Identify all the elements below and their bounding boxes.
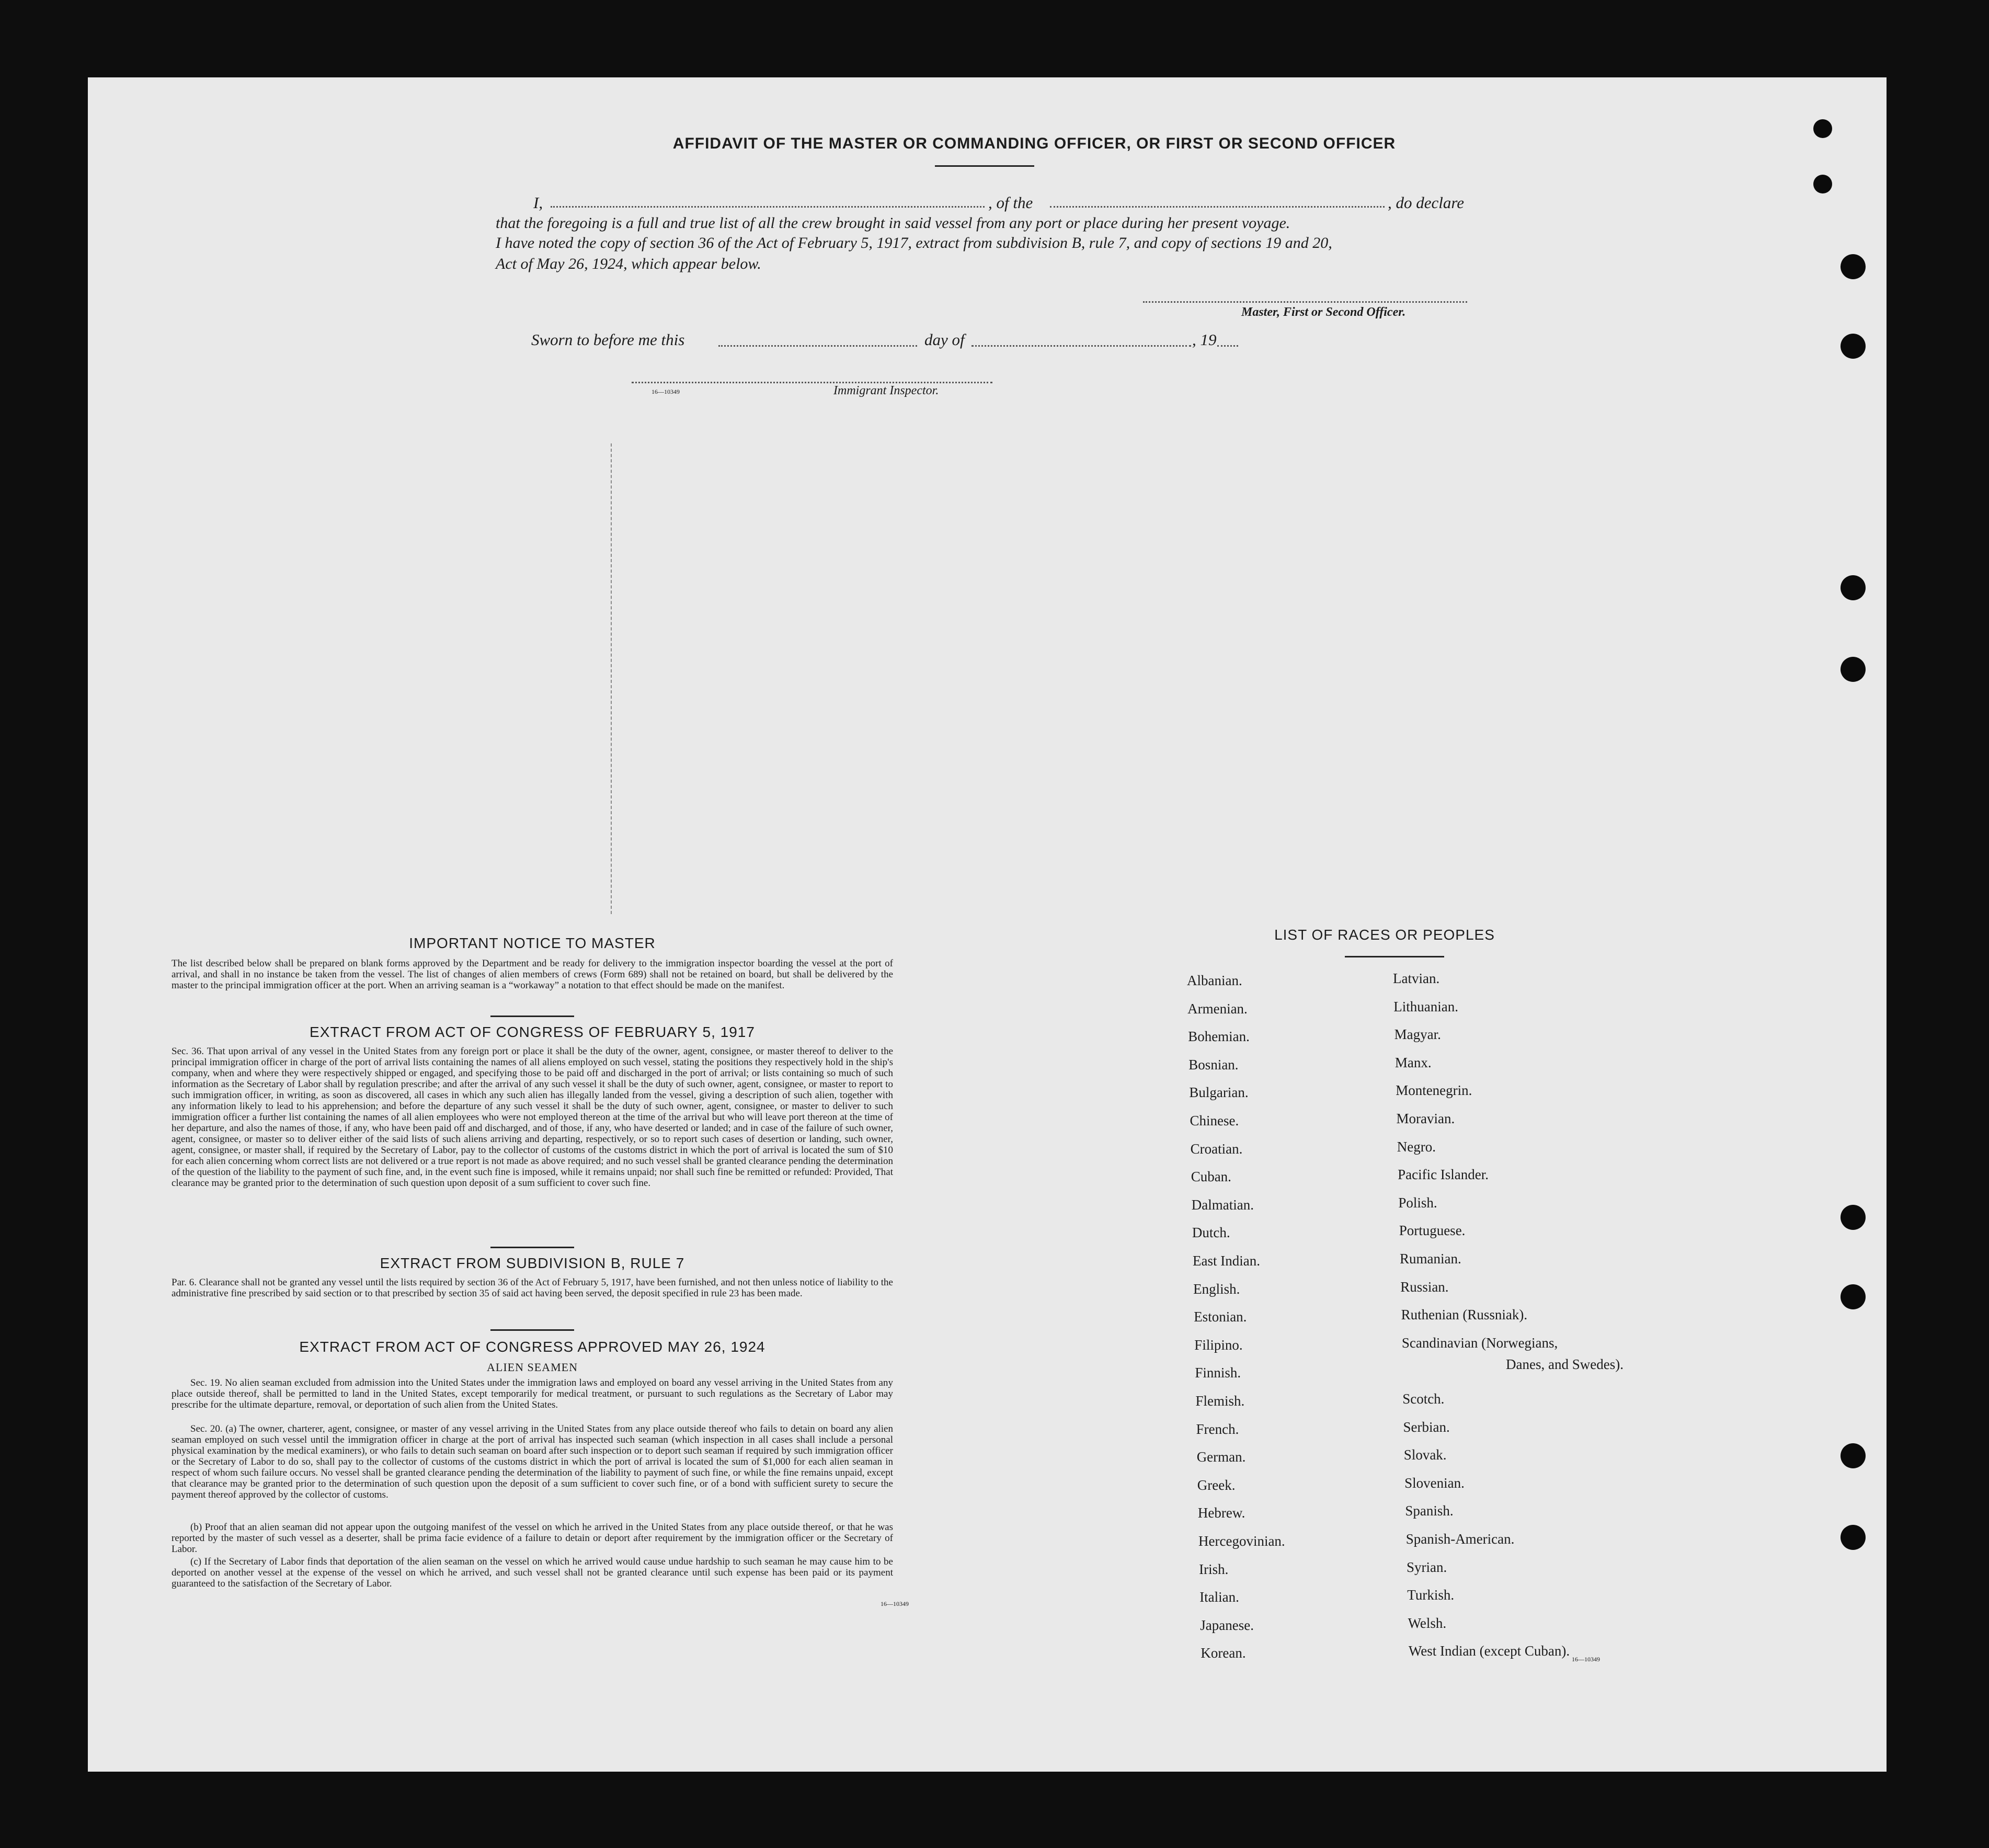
race-item: Negro.	[1397, 1138, 1436, 1155]
race-item: Dutch.	[1192, 1225, 1230, 1241]
race-item: West Indian (except Cuban).	[1408, 1643, 1570, 1659]
rule7-body: Par. 6. Clearance shall not be granted any vessel until the lists required by section 36 of the Act of February 5, 1917, have been furnished, and not then unless notice of liability to the administrative fine prescribed by said section or to that prescribed by section 35 of said act having been served, the deposit specified in rule 23 has been made.	[172, 1277, 893, 1299]
race-item: Korean.	[1201, 1645, 1246, 1661]
race-item: Irish.	[1199, 1561, 1229, 1577]
race-item: Greek.	[1197, 1477, 1236, 1493]
race-item: Italian.	[1199, 1589, 1239, 1605]
year-prefix: , 19	[1192, 330, 1217, 349]
race-item: French.	[1196, 1421, 1239, 1437]
sworn-year-line[interactable]	[1217, 345, 1238, 347]
sec-20c: (c) If the Secretary of Labor finds that deportation of the alien seaman on the vessel on which he arrived would cause undue hardship to such seaman he may cause him to be deported on another vessel at the expense of the vessel on which he arrived, and such vessel shall not be granted clearance until such expense has been paid or its payment guaranteed to the satisfaction of the Secretary of Labor.	[172, 1556, 893, 1589]
master-signature-line[interactable]	[1143, 301, 1467, 303]
affidavit-i-label: I,	[533, 193, 543, 212]
affidavit-of-the: , of the	[988, 193, 1033, 212]
affidavit-line-2: that the foregoing is a full and true list of all the crew brought in said vessel from any port or place during her present voyage.	[496, 214, 1290, 232]
race-item: Slovenian.	[1404, 1475, 1465, 1491]
race-item: Estonian.	[1194, 1309, 1247, 1325]
race-item: Finnish.	[1195, 1365, 1241, 1381]
affidavit-title-rule	[935, 165, 1034, 167]
sec-20a: Sec. 20. (a) The owner, charterer, agent, consignee, or master of any vessel arriving in the United States from any place outside thereof who fails to detain on board any alien seaman employed on such vessel until the immigration officer in charge at the port of arrival has inspected such seaman (which inspection in all cases shall include a personal physical examination by the medical examiners), or who fails to detain such seaman on board after such inspection or to deport such seaman if required by such immigration officer or the Secretary of Labor to do so, shall pay to the collector of customs of the customs district in which the port of arrival is located the sum of $1,000 for each alien seaman in respect of whom such failure occurs. No vessel shall be granted clearance pending the determination of the liability to payment of such fine, or while the fine remains unpaid, except that clearance may be granted prior to the determination of such question upon the deposit of a sum sufficient to cover such fine, or of a bond with sufficient surety to secure the payment thereof approved by the collector of customs.	[172, 1423, 893, 1500]
race-item: Slovak.	[1403, 1447, 1447, 1463]
race-item: Syrian.	[1407, 1559, 1447, 1575]
race-item: Spanish.	[1405, 1503, 1454, 1519]
race-item: Pacific Islander.	[1398, 1167, 1489, 1183]
race-item: Bosnian.	[1188, 1056, 1239, 1073]
binder-hole	[1841, 1284, 1866, 1309]
race-item: Cuban.	[1191, 1169, 1231, 1185]
race-item: Croatian.	[1190, 1140, 1243, 1157]
extract-1917-title: EXTRACT FROM ACT OF CONGRESS OF FEBRUARY 5, 1917	[310, 1024, 755, 1040]
affidavit-line-3: I have noted the copy of section 36 of the Act of February 5, 1917, extract from subdivision B, rule 7, and copy of sections 19 and 20,	[496, 234, 1332, 252]
race-item: Magyar.	[1394, 1026, 1441, 1043]
race-item: Latvian.	[1393, 971, 1440, 986]
extract-1917-body: Sec. 36. That upon arrival of any vessel in the United States from any foreign port or place it shall be the duty of the owner, agent, consignee, or master thereof to deliver to the principal immigration officer in charge of the port of arrival lists containing the names of all aliens employed on such vessel, stating the positions they respectively hold in the ship's company, when and where they were respectively shipped or engaged, and specifying those to be paid off and discharged in the port of arrival; or lists containing so much of such information as the Secretary of Labor shall by regulation prescribe; and after the arrival of any such vessel it shall be the duty of such owner, agent, consignee, or master to report to such immigration officer, in writing, as soon as discovered, all cases in which any such alien has illegally landed from the vessel, giving a description of such alien, together with any information likely to lead to his apprehension; and before the departure of any such vessel it shall be the duty of such owner, agent, consignee, or master to deliver to such immigration officer a further list containing the names of all alien employees who were not employed thereon at the time of the arrival but who will leave port thereon at the time of her departure, and also the names of those, if any, who have been paid off and discharged, and of those, if any, who have deserted or landed; and in case of the failure of such owner, agent, consignee, or master so to deliver either of the said lists of such aliens arriving and departing, respectively, or so to report such cases of desertion or landing, such owner, agent, consignee, or master shall, if required by the Secretary of Labor, pay to the collector of customs of the customs district in which the port of arrival is located the sum of $10 for each alien concerning whom correct lists are not delivered or a true report is not made as above required; and no such vessel shall be granted clearance pending the determination of the question of the liability to the payment of such fine, and, in the event such fine is imposed, while it remains unpaid; nor shall such fine be remitted or refunded: Provided, That clearance may be granted prior to the determination of such question upon deposit of a sum sufficient to cover such fine.	[172, 1046, 893, 1189]
race-item: Welsh.	[1408, 1615, 1447, 1631]
race-item: Dalmatian.	[1191, 1196, 1254, 1213]
race-item: Polish.	[1398, 1194, 1437, 1211]
sworn-month-line[interactable]	[971, 345, 1191, 347]
race-item: Hebrew.	[1197, 1505, 1245, 1521]
affidavit-do-declare: , do declare	[1388, 193, 1465, 212]
race-item: Scandinavian (Norwegians,	[1401, 1334, 1558, 1351]
race-item: Hercegovinian.	[1198, 1533, 1285, 1549]
race-item: Scotch.	[1402, 1391, 1445, 1407]
sworn-day-line[interactable]	[718, 345, 917, 347]
races-title: LIST OF RACES OR PEOPLES	[1274, 927, 1495, 943]
race-item: Ruthenian (Russniak).	[1401, 1307, 1528, 1323]
rule7-title: EXTRACT FROM SUBDIVISION B, RULE 7	[380, 1255, 685, 1271]
binder-hole	[1841, 1525, 1866, 1550]
binder-hole	[1841, 575, 1866, 600]
race-item: Lithuanian.	[1393, 998, 1459, 1014]
races-title-rule	[1345, 956, 1444, 957]
scandinavian-continuation: Danes, and Swedes).	[1506, 1356, 1624, 1372]
notice-rule	[490, 1016, 574, 1017]
affidavit-title: AFFIDAVIT OF THE MASTER OR COMMANDING OFFICER, OR FIRST OR SECOND OFFICER	[672, 135, 1396, 152]
race-item: Bulgarian.	[1189, 1085, 1249, 1101]
binder-hole	[1841, 657, 1866, 682]
binder-hole	[1813, 119, 1832, 138]
sworn-label: Sworn to before me this	[531, 330, 685, 349]
affidavit-line-4: Act of May 26, 1924, which appear below.	[496, 255, 761, 272]
binder-hole	[1813, 175, 1832, 193]
race-item: Spanish-American.	[1405, 1531, 1515, 1547]
race-item: Moravian.	[1396, 1111, 1455, 1126]
extract-form-number: 16—10349	[881, 1600, 909, 1607]
vessel-field-line[interactable]	[1050, 206, 1385, 208]
race-item: Armenian.	[1187, 1000, 1248, 1017]
binder-hole	[1841, 334, 1866, 359]
binder-hole	[1841, 1443, 1866, 1468]
extract-1924-title: EXTRACT FROM ACT OF CONGRESS APPROVED MAY 26, 1924	[299, 1339, 765, 1355]
sec-20b: (b) Proof that an alien seaman did not appear upon the outgoing manifest of the vessel on which he arrived in the United States from any place outside thereof, or that he was reported by the master of such vessel as a deserter, shall be prima facie evidence of a failure to detain or deport after requirement by the immigration officer or the Secretary of Labor.	[172, 1522, 893, 1555]
document-page	[88, 77, 1887, 1772]
binder-hole	[1841, 1205, 1866, 1230]
alien-seamen-subtitle: ALIEN SEAMEN	[487, 1361, 578, 1374]
inspector-caption: Immigrant Inspector.	[833, 384, 939, 397]
race-item: Russian.	[1400, 1279, 1449, 1295]
rule7-rule	[490, 1329, 574, 1331]
race-item: Flemish.	[1195, 1393, 1245, 1409]
race-item: Serbian.	[1403, 1419, 1450, 1435]
race-item: Bohemian.	[1188, 1029, 1250, 1045]
race-item: Portuguese.	[1399, 1223, 1466, 1239]
master-caption: Master, First or Second Officer.	[1241, 305, 1406, 319]
race-item: English.	[1193, 1281, 1240, 1297]
notice-title: IMPORTANT NOTICE TO MASTER	[409, 935, 656, 951]
races-form-number: 16—10349	[1572, 1656, 1600, 1663]
race-item: Manx.	[1394, 1054, 1432, 1070]
race-item: Turkish.	[1407, 1587, 1455, 1603]
race-item: East Indian.	[1193, 1253, 1260, 1269]
race-item: Rumanian.	[1400, 1251, 1461, 1267]
race-item: Chinese.	[1190, 1113, 1239, 1128]
race-item: Filipino.	[1194, 1337, 1243, 1353]
race-item: German.	[1196, 1449, 1246, 1465]
race-item: Montenegrin.	[1396, 1082, 1472, 1099]
binder-hole	[1841, 254, 1866, 279]
inspector-signature-line[interactable]	[632, 382, 992, 383]
day-of-label: day of	[924, 330, 965, 349]
affidavit-form-number: 16—10349	[651, 388, 680, 395]
notice-body: The list described below shall be prepared on blank forms approved by the Department and be ready for delivery to the immigration inspector boarding the vessel at the port of arrival, and shall in no instance be taken from the vessel. The list of changes of alien members of crews (Form 689) shall not be retained on board, but shall be delivered by the master to the principal immigration officer at the port. When an arriving seaman is a “workaway” a notation to that effect should be made on the manifest.	[172, 958, 893, 991]
extract-1917-rule	[490, 1247, 574, 1248]
race-item: Japanese.	[1200, 1617, 1254, 1633]
race-item: Albanian.	[1187, 973, 1242, 988]
name-field-line[interactable]	[551, 206, 985, 208]
vertical-tick-marks	[611, 443, 613, 914]
sec-19: Sec. 19. No alien seaman excluded from admission into the United States under the immigration laws and employed on board any vessel arriving in the United States from any place outside thereof, shall be permitted to land in the United States, except temporarily for medical treatment, or pursuant to such regulations as the Secretary of Labor may prescribe for the ultimate departure, removal, or deportation of such alien from the United States.	[172, 1377, 893, 1410]
